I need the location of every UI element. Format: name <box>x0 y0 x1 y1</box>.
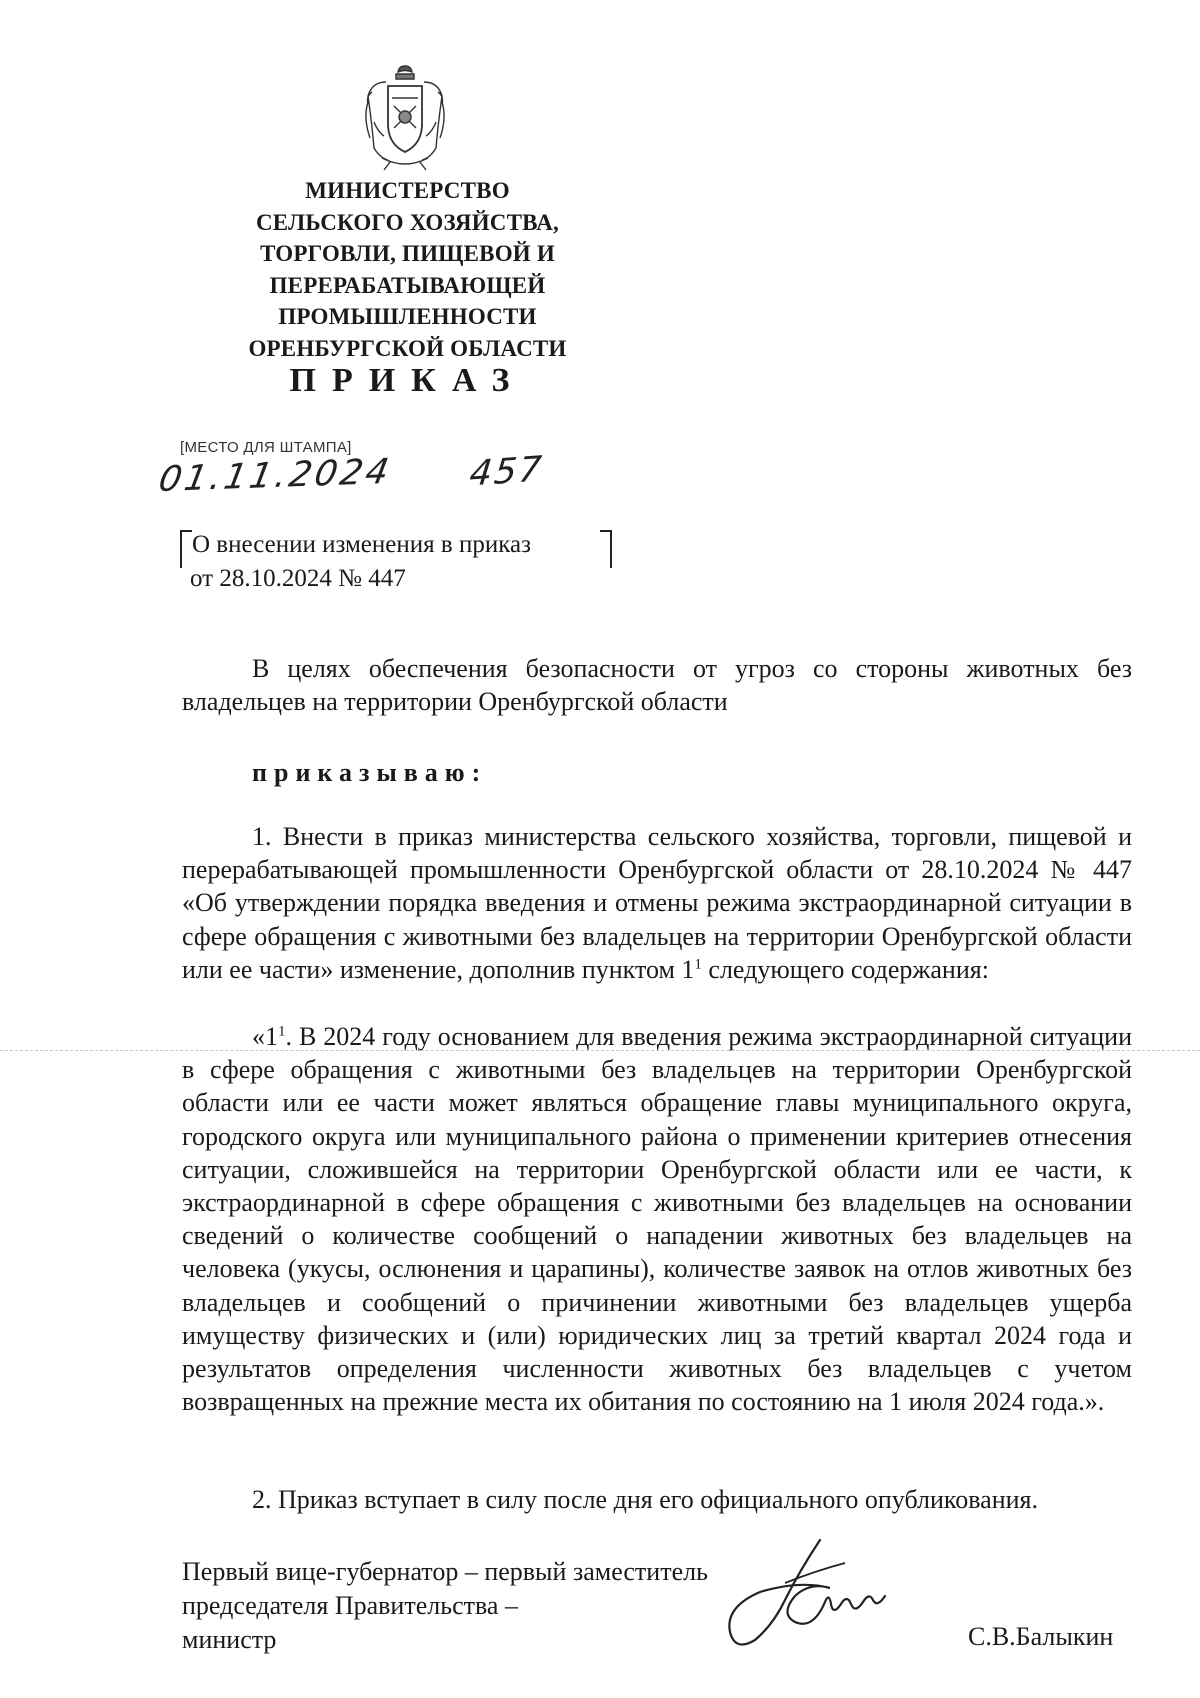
ministry-line: МИНИСТЕРСТВО <box>305 178 510 203</box>
ministry-line: ТОРГОВЛИ, ПИЩЕВОЙ И <box>260 241 555 266</box>
preamble-paragraph: В целях обеспечения безопасности от угроз со стороны животных без владельцев на территории Оренбургской области <box>182 654 1132 717</box>
document-type-title: ПРИКАЗ <box>289 362 526 399</box>
coat-of-arms-icon <box>360 62 450 172</box>
stamp-placeholder-label: [МЕСТО ДЛЯ ШТАМПА] <box>180 439 352 456</box>
scan-artifact-line <box>0 1050 1200 1051</box>
ministry-line: СЕЛЬСКОГО ХОЗЯЙСТВА, <box>255 209 560 235</box>
order-keyword: приказываю: <box>252 758 488 787</box>
subject-line: О внесении изменения в приказ <box>192 531 531 558</box>
handwritten-signature <box>715 1535 935 1655</box>
signer-title-line: Первый вице-губернатор – первый заместитель <box>182 1557 708 1586</box>
signer-title <box>182 1555 708 1657</box>
handwritten-number: 457 <box>467 449 546 495</box>
point-1-paragraph <box>182 820 1132 986</box>
inserted-point-text: . В 2024 году основанием для введения режима экстраординарной ситуации в сфере обращения с животными без владельцев на территории Оренбургской области или ее части может являться обращение главы муниципального округа, городского округа или муниципального района о применении критериев отнесения ситуации, сложившейся на территории Оренбургской области или ее части, к экстраординарной в сфере обращения с животными без владельцев на основании сведений о количестве сообщений о нападении животных без владельцев на человека (укусы, ослюнения и царапины), количестве заявок на отлов животных без владельцев и сообщений о причинении животными без владельцев ущерба имуществу физических и (или) юридических лиц за третий квартал 2024 года и результатов определения численности животных без владельцев с учетом возвращенных на прежние места их обитания по состоянию на 1 июля 2024 года.». <box>182 1022 1132 1417</box>
subject-line: от 28.10.2024 № 447 <box>190 565 406 592</box>
ministry-line: ОРЕНБУРГСКОЙ ОБЛАСТИ <box>248 335 567 361</box>
handwritten-date: 01.11.2024 <box>155 451 395 501</box>
ministry-line: ПРОМЫШЛЕННОСТИ <box>278 304 537 329</box>
inserted-point-paragraph <box>182 1020 1132 1418</box>
signer-title-line: министр <box>182 1625 277 1654</box>
inserted-point-superscript: 1 <box>278 1023 286 1040</box>
document-subject <box>180 528 531 596</box>
ministry-header <box>200 175 615 364</box>
point-1-text: 1. Внести в приказ министерства сельского хозяйства, торговли, пищевой и перерабатывающей промышленности Оренбургской области от 28.10.2024 № 447 «Об утверждении порядка введения и отмены режима экстраординарной ситуации в сфере обращения с животными без владельцев на территории Оренбургской области или ее части» изменение, дополнив пунктом 1 <box>182 822 1132 984</box>
signer-title-line: председателя Правительства – <box>182 1591 518 1620</box>
point-2-paragraph: 2. Приказ вступает в силу после дня его официального опубликования. <box>252 1485 1038 1514</box>
point-1-superscript: 1 <box>694 956 702 973</box>
signer-name: С.В.Балыкин <box>968 1622 1114 1651</box>
point-1-tail: следующего содержания: <box>701 954 989 984</box>
subject-bracket-right <box>600 530 612 568</box>
ministry-line: ПЕРЕРАБАТЫВАЮЩЕЙ <box>269 272 546 298</box>
inserted-point-number: «1 <box>252 1022 278 1051</box>
